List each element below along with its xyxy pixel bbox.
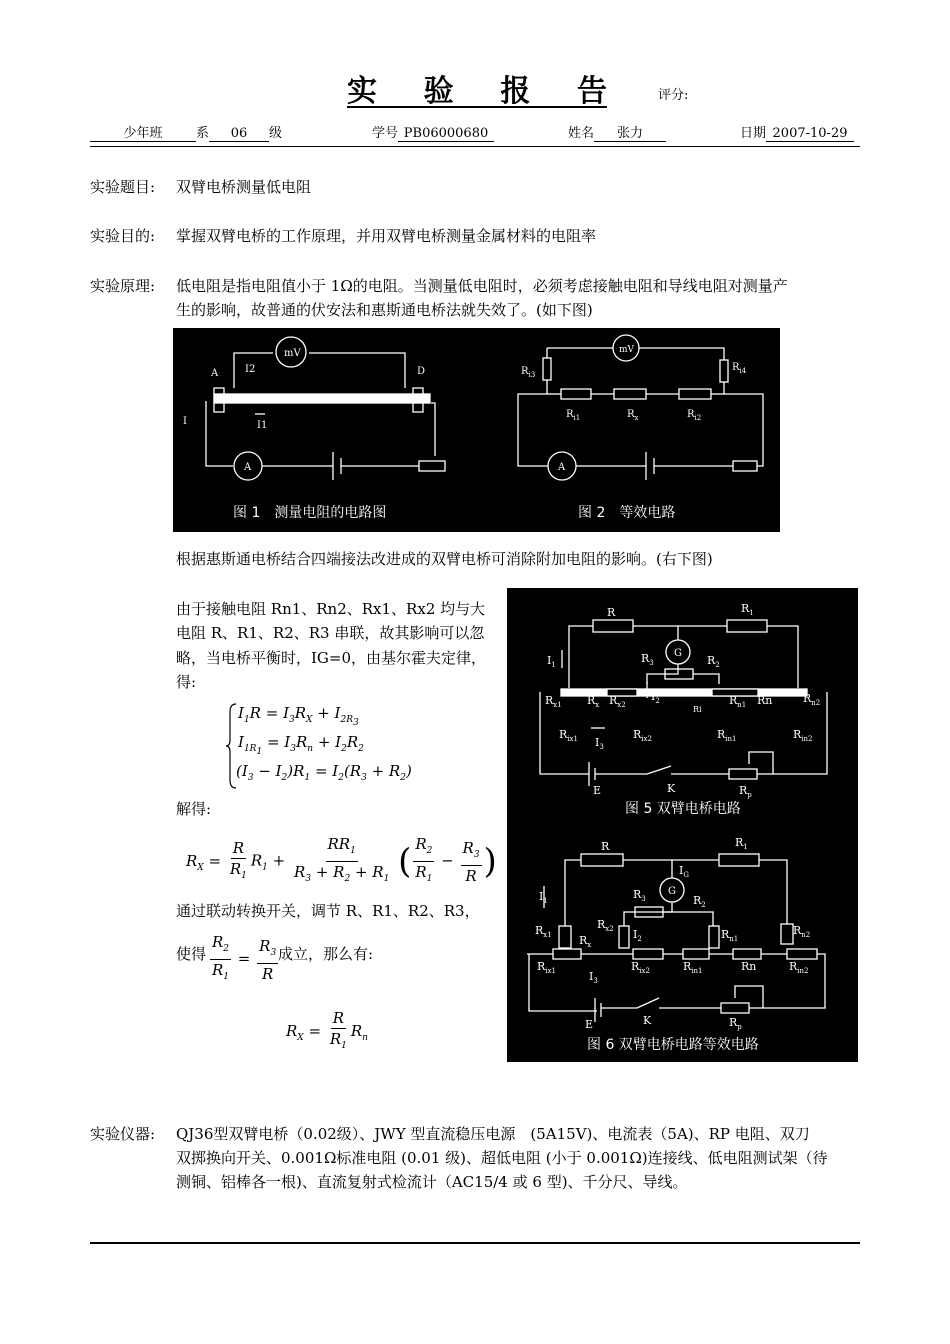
footer-rule bbox=[90, 1242, 860, 1244]
topic-label: 实验题目: bbox=[90, 178, 156, 196]
svg-text:R1: $R_1$ bbox=[735, 836, 748, 851]
student-id-value: PB06000680 bbox=[398, 126, 494, 142]
svg-text:R2: $R_2$ bbox=[707, 654, 720, 669]
svg-text:Rp: $R_p$ bbox=[729, 1016, 742, 1031]
figure-1-caption: 图 1 测量电阻的电路图 bbox=[233, 505, 387, 521]
svg-text:K: K bbox=[667, 782, 676, 795]
svg-text:I2: $I_2$ bbox=[633, 928, 642, 943]
explain-line-4: 得: bbox=[176, 673, 197, 691]
explain-line-2: 电阻 R、R1、R2、R3 串联，故其影响可以忽 bbox=[176, 624, 485, 642]
svg-text:I2: I2 bbox=[245, 364, 256, 375]
svg-text:I3: $I_3$ bbox=[589, 970, 598, 985]
title-char: 实 bbox=[347, 74, 377, 109]
svg-text:R3: $R_3$ bbox=[641, 652, 654, 667]
svg-text:Rx: $R_x$ bbox=[587, 694, 600, 709]
svg-text:Rin1: $R_{in1}$ bbox=[683, 960, 703, 975]
svg-text:E: E bbox=[585, 1018, 594, 1031]
svg-text:E: E bbox=[593, 784, 602, 797]
svg-text:Rin2: $R_{in2}$ bbox=[789, 960, 809, 975]
dept-label: 系 bbox=[196, 126, 210, 141]
principle-line-1: 低电阻是指电阻值小于 1Ω的电阻。当测量低电阻时，必须考虑接触电阻和导线电阻对测量产 bbox=[176, 277, 788, 295]
svg-text:Rix1: $R_{ix1}$ bbox=[537, 960, 556, 975]
make-suffix: 成立，那么有: bbox=[278, 945, 374, 963]
name-label: 姓名 bbox=[568, 126, 595, 141]
svg-text:Rx2: $R_{x2}$ bbox=[609, 694, 626, 709]
instruments-line-1: QJ36型双臂电桥（0.02级）、JWY 型直流稳压电源 (5A15V)、电流表（5A)、RP 电阻、双刀 bbox=[176, 1125, 810, 1143]
svg-text:R: R bbox=[601, 840, 610, 853]
class-field bbox=[90, 122, 282, 142]
header-rule bbox=[90, 146, 860, 147]
title-char: 告 bbox=[576, 74, 607, 109]
g-label: G bbox=[674, 648, 682, 659]
svg-text:A: A bbox=[211, 368, 219, 379]
svg-text:Rin2: $R_{in2}$ bbox=[793, 728, 813, 743]
svg-text:Rn: Rn bbox=[757, 694, 773, 707]
date-label: 日期 bbox=[740, 126, 767, 141]
svg-text:R: R bbox=[607, 606, 616, 619]
svg-text:I1: I1 bbox=[257, 420, 268, 431]
ammeter-label-2: A bbox=[558, 462, 566, 473]
instruments-label: 实验仪器: bbox=[90, 1125, 156, 1143]
instruments-line-2: 双掷换向开关、0.001Ω标准电阻 (0.01 级)、超低电阻 (小于 0.001Ω)连接线、低电阻测试架（待 bbox=[176, 1149, 828, 1167]
svg-text:Rx: $R_x$ bbox=[579, 934, 592, 949]
svg-text:D: D bbox=[417, 366, 426, 377]
report-title bbox=[347, 66, 607, 108]
explain-line-1: 由于接触电阻 Rn1、Rn2、Rx1、Rx2 均与大 bbox=[176, 600, 486, 618]
svg-text:I2: $I_2$ bbox=[651, 690, 660, 705]
svg-text:Rix2: $R_{ix2}$ bbox=[631, 960, 650, 975]
svg-text:Ri2: $R_{i2}$ bbox=[687, 409, 702, 422]
solve-label: 解得: bbox=[176, 800, 212, 818]
switch-line: 通过联动转换开关，调节 R、R1、R2、R3， bbox=[176, 902, 480, 920]
svg-text:Rn1: $R_{n1}$ bbox=[721, 928, 739, 943]
purpose-label: 实验目的: bbox=[90, 227, 156, 245]
rx-formula: $R_X$ = $\frac{R}{R_1}$ $R_1$ + $\frac{RR_1}{R_3 + R_2 + R_1}$ ( $\frac{R_2}{R_1}$ − $\frac{R_3}{R}$ ) bbox=[186, 835, 497, 885]
score-label: 评分: bbox=[658, 88, 689, 103]
svg-text:Rx2: $R_{x2}$ bbox=[597, 918, 614, 933]
svg-text:Rn2: $R_{n2}$ bbox=[793, 924, 811, 939]
svg-text:I: I bbox=[183, 416, 187, 427]
date-field bbox=[740, 122, 854, 142]
svg-text:Rx1: $R_{x1}$ bbox=[545, 694, 562, 709]
svg-text:Rn: Rn bbox=[741, 960, 757, 973]
dept-value: 06 bbox=[209, 126, 269, 142]
principle-line-2: 生的影响，故普通的伏安法和惠斯通电桥法就失效了。(如下图) bbox=[176, 301, 593, 319]
g-label-2: G bbox=[668, 886, 676, 897]
rx-result-formula: $R_X$ = $\frac{R}{R_1}$ $R_n$ bbox=[286, 1009, 368, 1051]
svg-text:I3: $I_3$ bbox=[595, 736, 604, 751]
explain-line-3: 略，当电桥平衡时，IG=0，由基尔霍夫定律， bbox=[176, 649, 487, 667]
student-id-label: 学号 bbox=[372, 126, 399, 141]
name-value: 张力 bbox=[594, 122, 666, 142]
sample-rod bbox=[214, 394, 430, 403]
svg-text:R2: $R_2$ bbox=[693, 894, 706, 909]
svg-text:Ri3: $R_{i3}$ bbox=[521, 366, 536, 379]
bridge-note: 根据惠斯通电桥结合四端接法改进成的双臂电桥可消除附加电阻的影响。(右下图) bbox=[176, 550, 713, 568]
grade-label: 级 bbox=[269, 126, 283, 141]
svg-text:Rn2: $R_{n2}$ bbox=[803, 692, 821, 707]
svg-text:Ri1: $R_{i1}$ bbox=[566, 409, 581, 422]
balance-condition: $\frac{R_2}{R_1}$ = $\frac{R_3}{R}$ bbox=[212, 933, 277, 983]
principle-label: 实验原理: bbox=[90, 277, 156, 295]
make-prefix: 使得 bbox=[176, 945, 207, 963]
svg-text:K: K bbox=[643, 1014, 652, 1027]
title-char: 报 bbox=[500, 74, 531, 109]
ammeter-label: A bbox=[244, 462, 252, 473]
svg-text:Rin1: $R_{in1}$ bbox=[717, 728, 737, 743]
svg-text:IG: $I_G$ bbox=[679, 864, 689, 879]
name-field bbox=[568, 122, 666, 142]
class-value: 少年班 bbox=[90, 122, 196, 142]
topic-text: 双臂电桥测量低电阻 bbox=[176, 178, 312, 196]
date-value: 2007-10-29 bbox=[766, 126, 854, 142]
circuit-diagram-5-6 bbox=[507, 588, 858, 1062]
figure-1-2-panel bbox=[173, 328, 780, 532]
svg-text:Ri: Ri bbox=[693, 705, 702, 714]
kirchhoff-equations: $I_1R = I_3R_X + I_{2R_3}$ $I_{1R_1} = I_3R_n + I_2R_2$ $(I_3 - I_2)R_1 = I_2(R_3 + R_2)$ bbox=[226, 700, 426, 790]
mv-label: mV bbox=[284, 348, 301, 359]
student-id-field bbox=[372, 122, 494, 142]
svg-text:I1: $I_1$ bbox=[539, 890, 548, 905]
svg-text:I1: $I_1$ bbox=[547, 654, 556, 669]
svg-text:Rix2: $R_{ix2}$ bbox=[633, 728, 652, 743]
svg-text:Rx: $R_x$ bbox=[627, 409, 639, 422]
svg-text:Rp: $R_p$ bbox=[739, 784, 752, 799]
figure-5-6-panel bbox=[507, 588, 858, 1062]
title-char: 验 bbox=[423, 74, 454, 109]
figure-6-caption: 图 6 双臂电桥电路等效电路 bbox=[587, 1037, 759, 1053]
svg-text:Rix1: $R_{ix1}$ bbox=[559, 728, 578, 743]
svg-text:Rx1: $R_{x1}$ bbox=[535, 924, 552, 939]
svg-text:Rn1: $R_{n1}$ bbox=[729, 694, 747, 709]
svg-text:R1: $R_1$ bbox=[741, 602, 754, 617]
svg-text:Ri4: $R_{i4}$ bbox=[732, 362, 747, 375]
svg-text:R3: $R_3$ bbox=[633, 888, 646, 903]
instruments-line-3: 测铜、铝棒各一根)、直流复射式检流计（AC15/4 或 6 型)、千分尺、导线。 bbox=[176, 1173, 688, 1191]
figure-2-caption: 图 2 等效电路 bbox=[578, 505, 676, 521]
mv-label-2: mV bbox=[619, 345, 635, 355]
purpose-text: 掌握双臂电桥的工作原理，并用双臂电桥测量金属材料的电阻率 bbox=[176, 227, 597, 245]
figure-5-caption: 图 5 双臂电桥电路 bbox=[625, 801, 741, 817]
